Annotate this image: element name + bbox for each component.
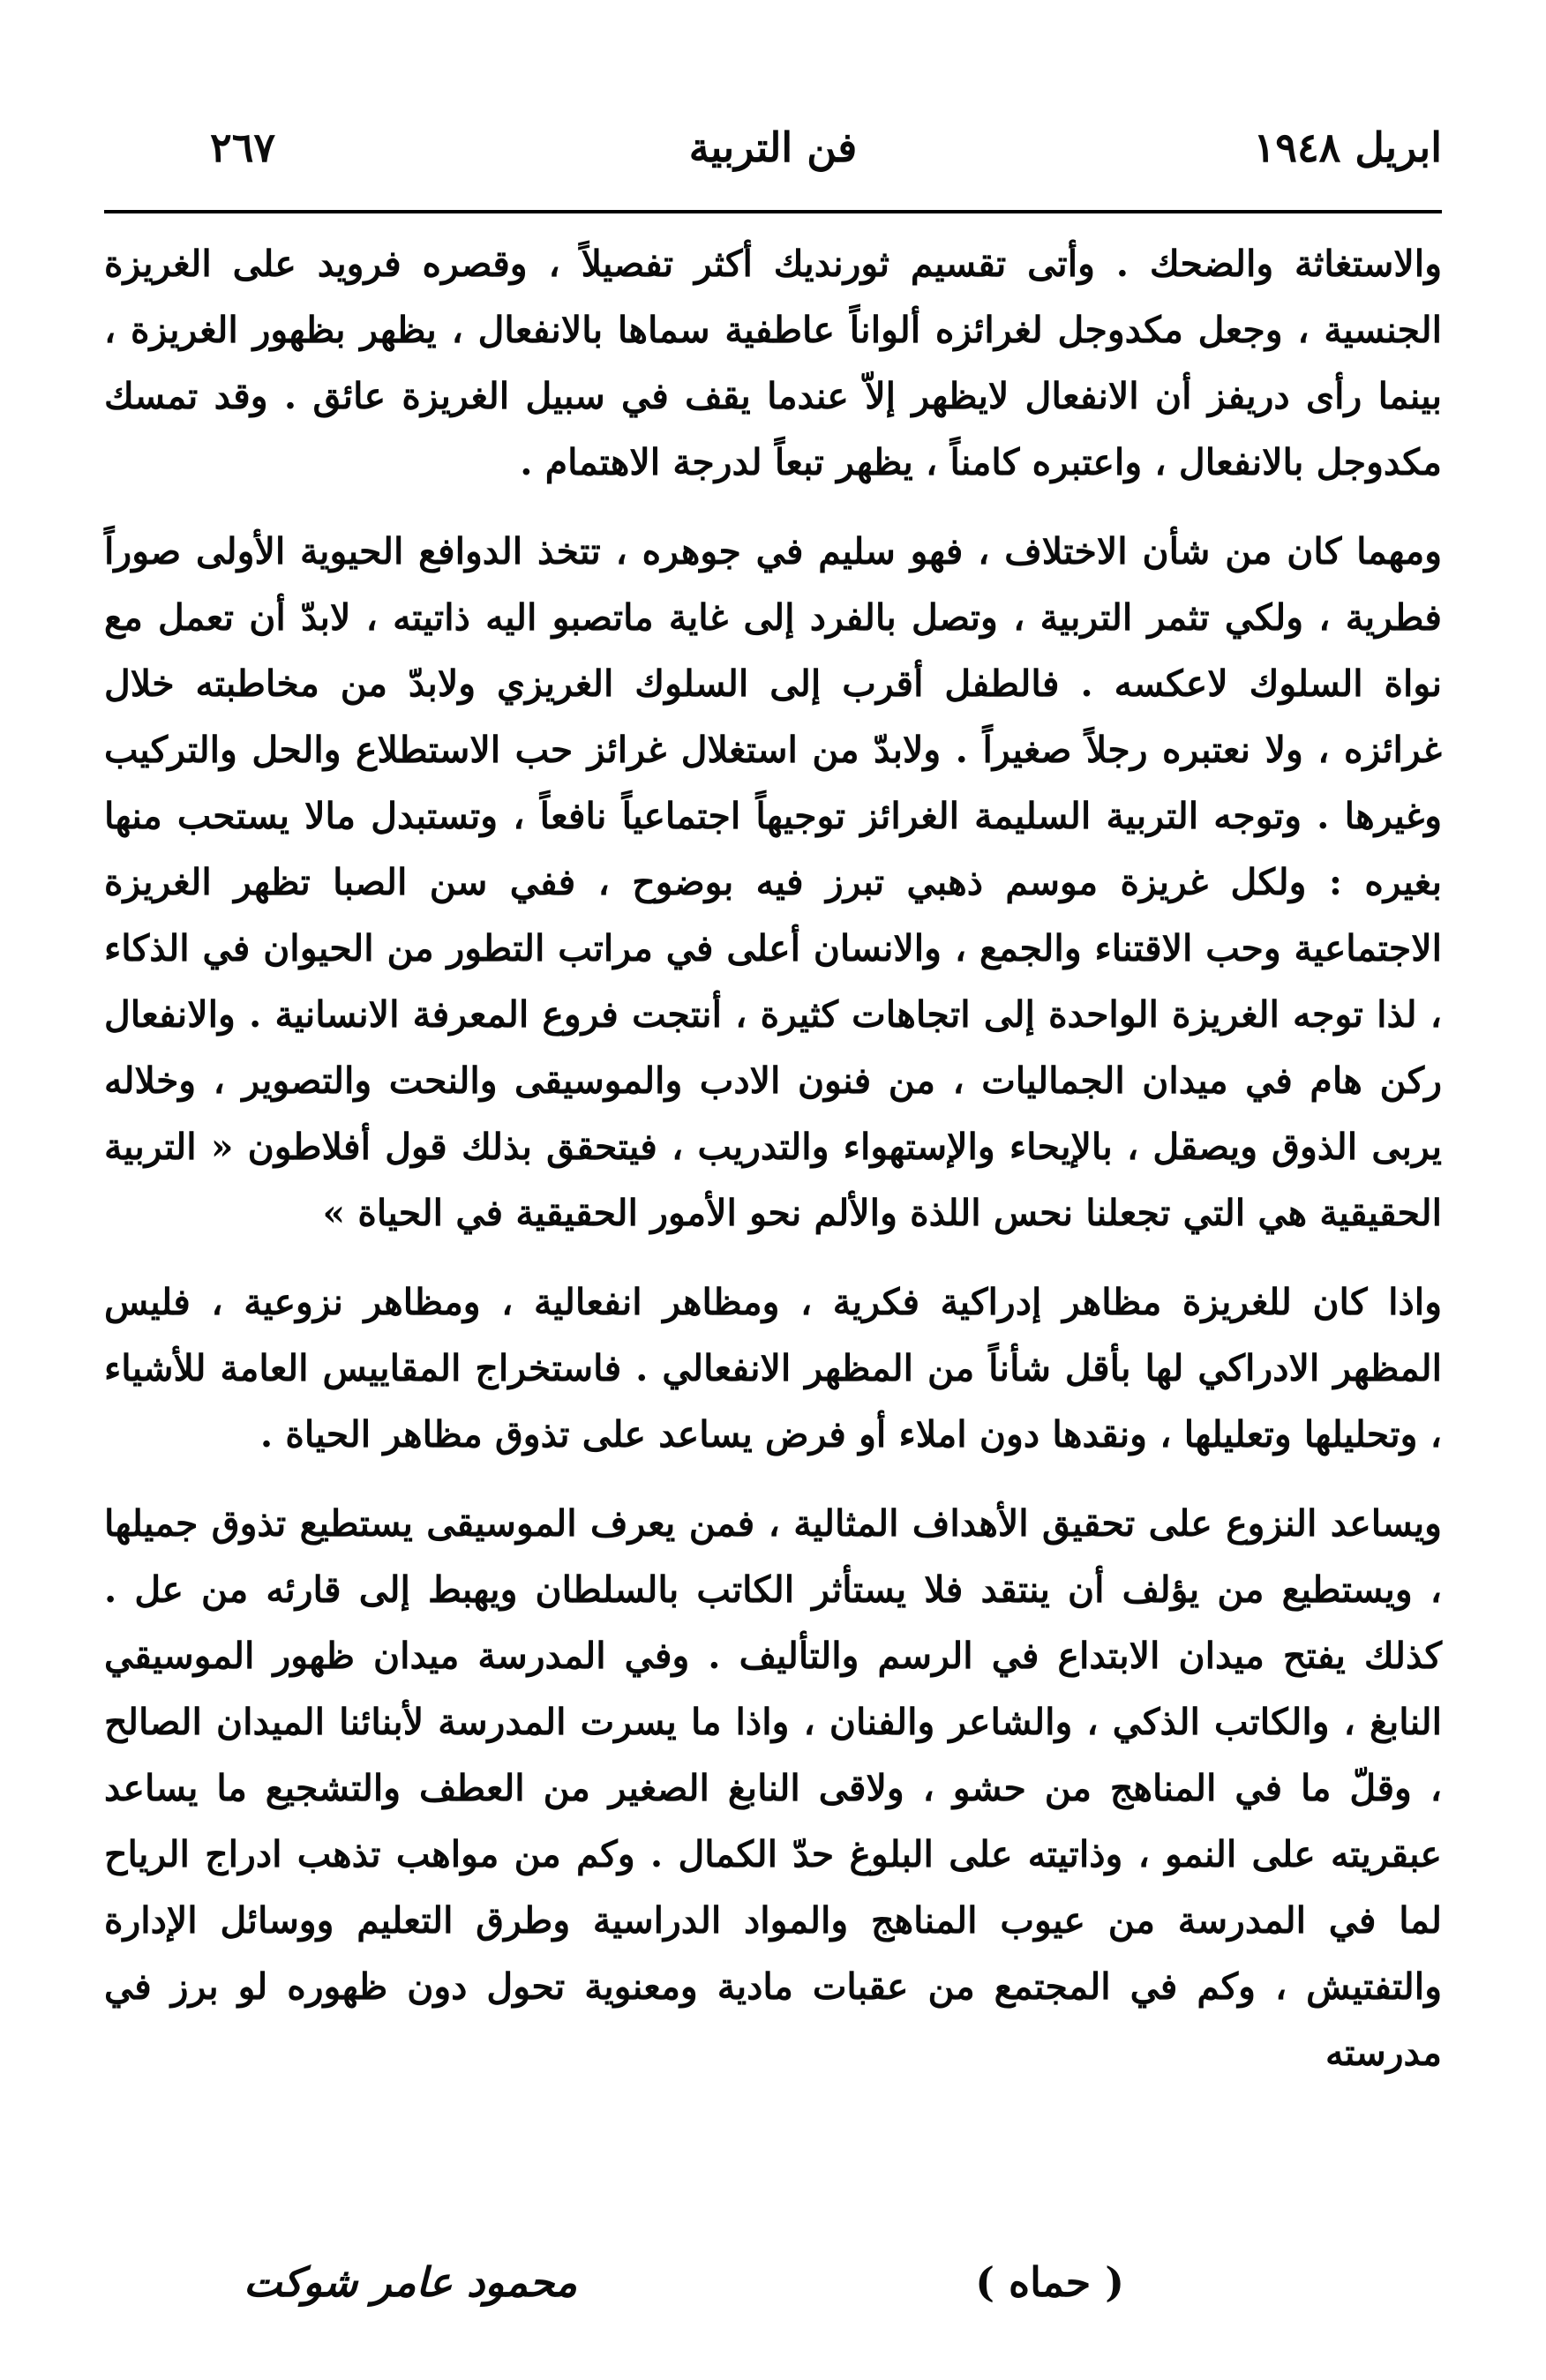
page-number: ٢٦٧	[210, 123, 276, 171]
page-footer	[104, 2258, 1442, 2329]
header-title: فن التربية	[688, 123, 858, 171]
footer-place: ( حماه )	[975, 2258, 1124, 2306]
header-rule	[104, 210, 1442, 213]
paragraph: والاستغاثة والضحك . وأتى تقسيم ثورنديك أكثر تفصيلاً ، وقصره فرويد على الغريزة الجنسية ، وجعل مكدوجل لغرائزه ألواناً عاطفية سماها بالانفعال ، يظهر بظهور الغريزة ، بينما رأى دريفز أن الانفعال لايظهر إلاّ عندما يقف في سبيل الغريزة عائق . وقد تمسك مكدوجل بالانفعال ، واعتبره كامناً ، يظهر تبعاً لدرجة الاهتمام .	[104, 243, 1442, 483]
page-header	[104, 115, 1442, 185]
article-body	[104, 231, 1442, 2109]
paragraph: واذا كان للغريزة مظاهر إدراكية فكرية ، ومظاهر انفعالية ، ومظاهر نزوعية ، فليس المظهر الادراكي لها بأقل شأناً من المظهر الانفعالي . فاستخراج المقاييس العامة للأشياء ، وتحليلها وتعليلها ، ونقدها دون املاء أو فرض يساعد على تذوق مظاهر الحياة .	[104, 1281, 1442, 1456]
paragraph: ومهما كان من شأن الاختلاف ، فهو سليم في جوهره ، تتخذ الدوافع الحيوية الأولى صوراً فطرية ، ولكي تثمر التربية ، وتصل بالفرد إلى غاية ماتصبو اليه ذاتيته ، لابدّ أن تعمل مع نواة السلوك لاعكسه . فالطفل أقرب إلى السلوك الغريزي ولابدّ من مخاطبته خلال غرائزه ، ولا نعتبره رجلاً صغيراً . ولابدّ من استغلال غرائز حب الاستطلاع والحل والتركيب وغيرها . وتوجه التربية السليمة الغرائز توجيهاً اجتماعياً نافعاً ، وتستبدل مالا يستحب منها بغيره : ولكل غريزة موسم ذهبي تبرز فيه بوضوح ، ففي سن الصبا تظهر الغريزة الاجتماعية وحب الاقتناء والجمع ، والانسان أعلى في مراتب التطور من الحيوان في الذكاء ، لذا توجه الغريزة الواحدة إلى اتجاهات كثيرة ، أنتجت فروع المعرفة الانسانية . والانفعال ركن هام في ميدان الجماليات ، من فنون الادب والموسيقى والنحت والتصوير ، وخلاله يربى الذوق ويصقل ، بالإيحاء والإستهواء والتدريب ، فيتحقق بذلك قول أفلاطون « التربية الحقيقية هي التي تجعلنا نحس اللذة والألم نحو الأمور الحقيقية في الحياة »	[104, 530, 1442, 1234]
paragraph: ويساعد النزوع على تحقيق الأهداف المثالية ، فمن يعرف الموسيقى يستطيع تذوق جميلها ، ويستطيع من يؤلف أن ينتقد فلا يستأثر الكاتب بالسلطان ويهبط إلى قارئه من عل . كذلك يفتح ميدان الابتداع في الرسم والتأليف . وفي المدرسة ميدان ظهور الموسيقي النابغ ، والكاتب الذكي ، والشاعر والفنان ، واذا ما يسرت المدرسة لأبنائنا الميدان الصالح ، وقلّ ما في المناهج من حشو ، ولاقى النابغ الصغير من العطف والتشجيع ما يساعد عبقريته على النمو ، وذاتيته على البلوغ حدّ الكمال . وكم من مواهب تذهب ادراج الرياح لما في المدرسة من عيوب المناهج والمواد الدراسية وطرق التعليم ووسائل الإدارة والتفتيش ، وكم في المجتمع من عقبات مادية ومعنوية تحول دون ظهوره لو برز في مدرسته	[104, 1502, 1442, 2074]
header-date: ابريل ١٩٤٨	[1253, 123, 1442, 171]
footer-author: محمود عامر شوكت	[243, 2258, 577, 2306]
